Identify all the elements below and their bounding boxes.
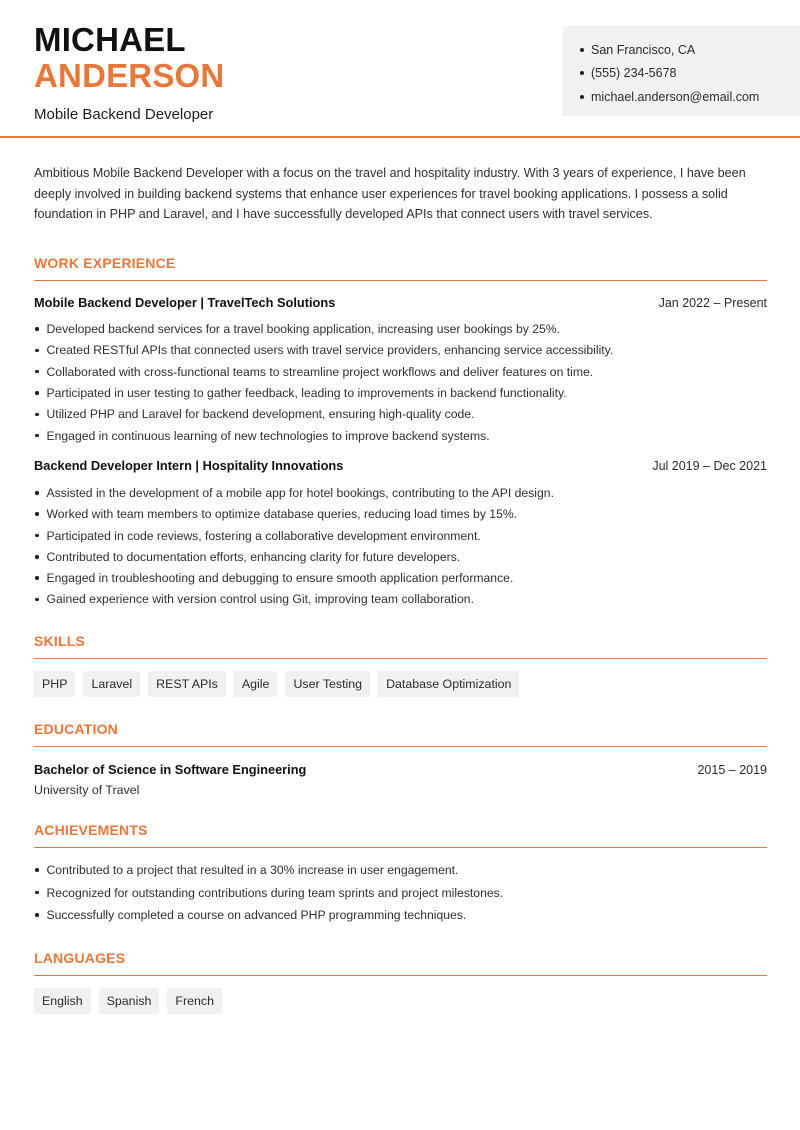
- bullet-icon: [35, 349, 39, 353]
- skill-tag: User Testing: [285, 671, 370, 697]
- summary: Ambitious Mobile Backend Developer with a focus on the travel and hospitality industry. With 3 years of experience, I have been deeply involved in building backend systems that enhance user experiences for travel booking applications. I possess a solid foundation in PHP and Laravel, and I have successfully developed APIs that connect users with travel services.: [34, 166, 746, 221]
- bullet-icon: [35, 434, 39, 438]
- job-bullets: [34, 482, 767, 610]
- bullet-icon: [35, 512, 39, 516]
- job-dates: Jul 2019 – Dec 2021: [652, 459, 767, 474]
- bullet-icon: [35, 576, 39, 580]
- list-item: Assisted in the development of a mobile app for hotel bookings, contributing to the API design.: [34, 482, 767, 503]
- bullet-icon: [35, 327, 39, 331]
- resume-header: [0, 0, 800, 138]
- contact-box: [562, 26, 800, 116]
- bullet-icon: [35, 891, 39, 895]
- degree: Bachelor of Science in Software Engineering: [34, 762, 307, 778]
- list-item: Engaged in continuous learning of new technologies to improve backend systems.: [34, 425, 767, 446]
- list-item: Created RESTful APIs that connected users with travel service providers, enhancing service accessibility.: [34, 340, 767, 361]
- bullet-icon: [35, 391, 39, 395]
- bullet-icon: [35, 534, 39, 538]
- job-dates: Jan 2022 – Present: [658, 295, 767, 310]
- section-title-achievements: ACHIEVEMENTS: [34, 822, 767, 848]
- list-item: Participated in user testing to gather feedback, leading to improvements in backend functionality.: [34, 382, 767, 403]
- contact-location: San Francisco, CA: [580, 38, 800, 62]
- bullet-icon: [35, 555, 39, 559]
- bullet-icon: [35, 491, 39, 495]
- last-name: ANDERSON: [34, 57, 225, 94]
- section-title-skills: SKILLS: [34, 633, 767, 659]
- bullet-icon: [35, 598, 39, 602]
- list-item: Utilized PHP and Laravel for backend development, ensuring high-quality code.: [34, 404, 767, 425]
- name-block: [34, 22, 224, 123]
- list-item: Contributed to a project that resulted in a 30% increase in user engagement.: [34, 859, 767, 881]
- contact-phone: (555) 234-5678: [580, 62, 800, 86]
- job-role: Mobile Backend Developer | TravelTech Solutions: [34, 294, 336, 310]
- skills-tags: [34, 671, 767, 697]
- skill-tag: REST APIs: [148, 671, 226, 697]
- job-role: Backend Developer Intern | Hospitality Innovations: [34, 458, 344, 474]
- skill-tag: PHP: [34, 671, 75, 697]
- list-item: Contributed to documentation efforts, enhancing clarity for future developers.: [34, 546, 767, 567]
- education-section: [34, 721, 767, 797]
- list-item: Participated in code reviews, fostering a collaborative development environment.: [34, 525, 767, 546]
- job-entry: [34, 458, 767, 610]
- list-item: Engaged in troubleshooting and debugging to ensure smooth application performance.: [34, 567, 767, 588]
- achievements-section: [34, 822, 767, 926]
- education-dates: 2015 – 2019: [697, 763, 767, 778]
- bullet-icon: [35, 370, 39, 374]
- list-item: Developed backend services for a travel booking application, increasing user bookings by 25%.: [34, 319, 767, 340]
- bullet-icon: [35, 913, 39, 917]
- skill-tag: Database Optimization: [378, 671, 519, 697]
- skill-tag: Laravel: [83, 671, 140, 697]
- section-title-languages: LANGUAGES: [34, 950, 767, 976]
- language-tag: English: [34, 988, 91, 1014]
- school-name: University of Travel: [34, 783, 140, 798]
- bullet-icon: [580, 95, 584, 99]
- list-item: Gained experience with version control using Git, improving team collaboration.: [34, 589, 767, 610]
- work-section: [34, 255, 767, 611]
- list-item: Successfully completed a course on advanced PHP programming techniques.: [34, 904, 767, 926]
- resume-body: [34, 163, 767, 1014]
- job-title: Mobile Backend Developer: [34, 106, 214, 123]
- language-tags: [34, 988, 767, 1014]
- language-tag: French: [167, 988, 222, 1014]
- contact-email[interactable]: michael.anderson@email.com: [580, 85, 800, 109]
- section-title-work: WORK EXPERIENCE: [34, 255, 767, 281]
- bullet-icon: [35, 868, 39, 872]
- skill-tag: Agile: [234, 671, 278, 697]
- first-name: MICHAEL: [34, 21, 186, 58]
- bullet-icon: [35, 413, 39, 417]
- skills-section: [34, 633, 767, 697]
- education-entry: [34, 762, 767, 797]
- section-title-education: EDUCATION: [34, 721, 767, 747]
- list-item: Worked with team members to optimize database queries, reducing load times by 15%.: [34, 504, 767, 525]
- list-item: Recognized for outstanding contributions during team sprints and project milestones.: [34, 881, 767, 903]
- job-bullets: [34, 319, 767, 447]
- achievement-bullets: [34, 859, 767, 926]
- languages-section: [34, 950, 767, 1014]
- bullet-icon: [580, 71, 584, 75]
- language-tag: Spanish: [99, 988, 160, 1014]
- list-item: Collaborated with cross-functional teams to streamline project workflows and deliver features on time.: [34, 361, 767, 382]
- job-entry: [34, 295, 767, 447]
- bullet-icon: [580, 48, 584, 52]
